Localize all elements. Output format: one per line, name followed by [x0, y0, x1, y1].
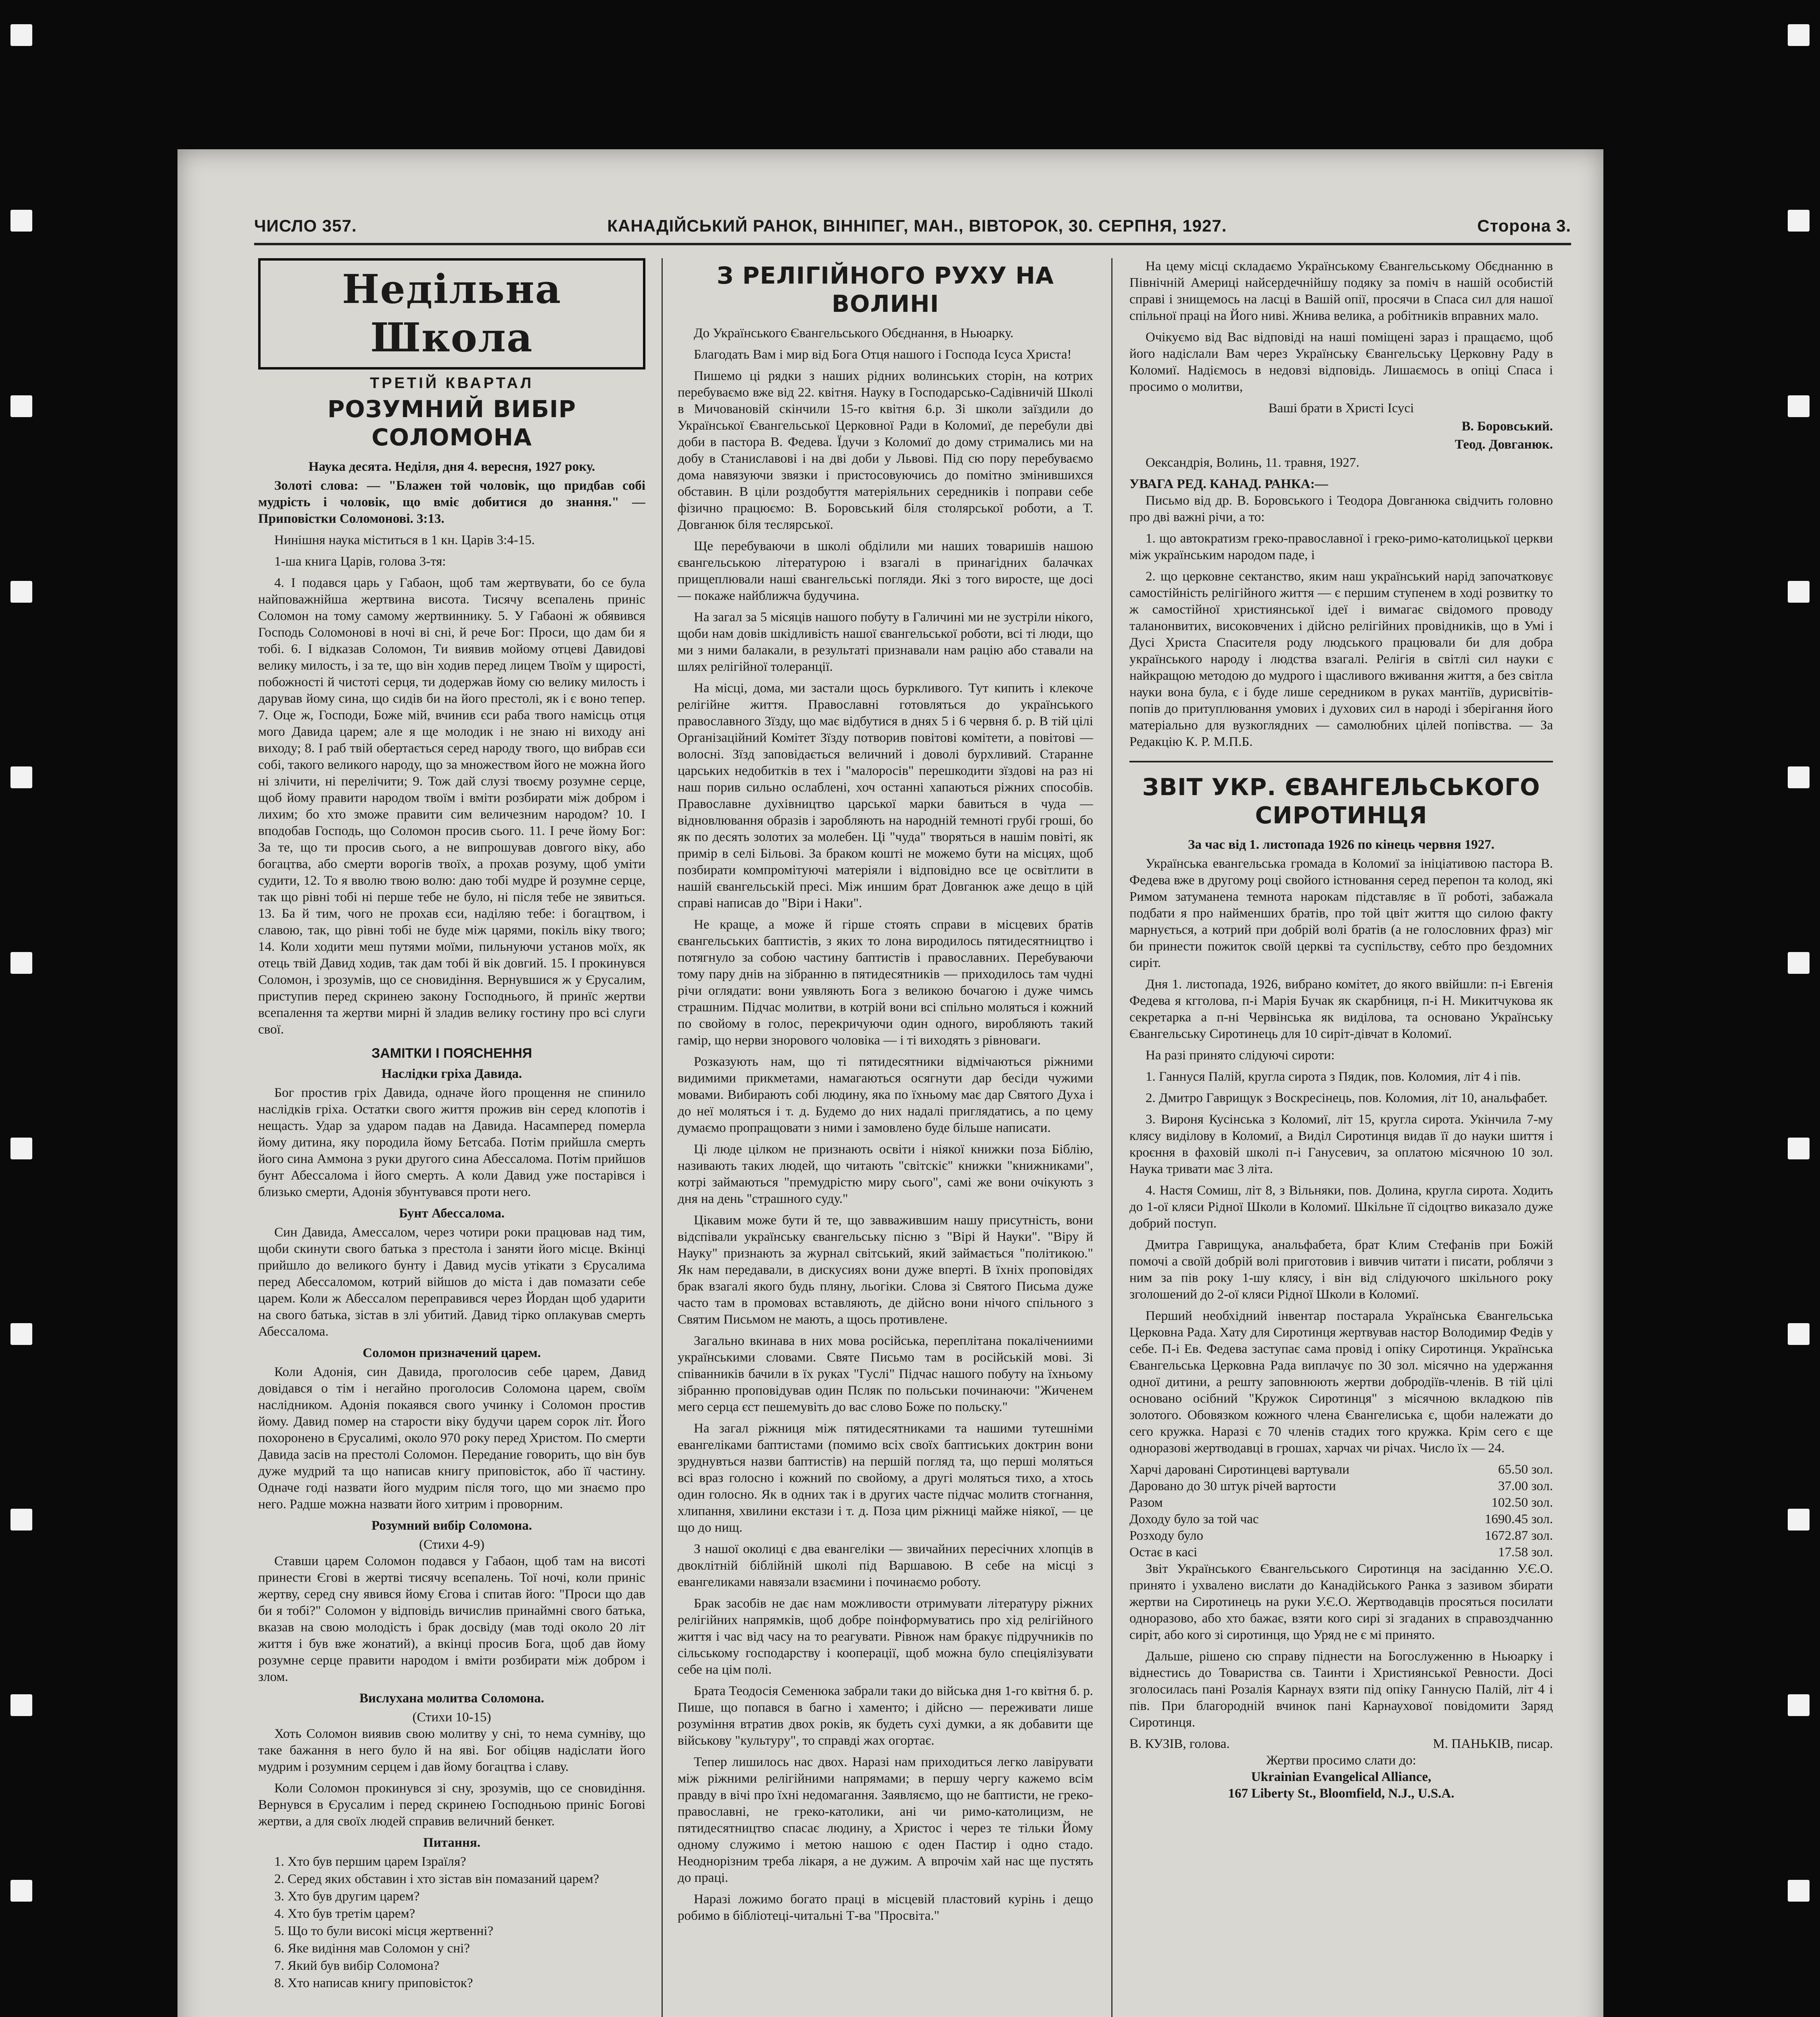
film-perforation — [10, 581, 32, 603]
film-perforation — [1788, 1509, 1810, 1530]
article-paragraph: На місці, дома, ми застали щось буркливого. Тут кипить і клекоче релігійне життя. Православні готовляться до українського православного Зїзду, що має відбутися в днях 5 і 6 червня б. р. В тій цілі Організаційний Комітет Зїзду потворив повітові комітети, а повітові — волосні. Зїзд заповідається величний і доволі бурхливий. Старанне царських недобитків в тех і "малоросів" перешкодити зїздові на раз ні наш порив сильно ослаблені, хоч останні хапаються ріжних способів. Православне духівництво царської марки бавиться в чуда — відновлювання образів і заробляють на народній темноті грубі гроші, бо як по десять золотих за молебен. Ці "чуда" творяться в нашім повіті, як примір в селі Більовi. За браком кошті не можемо бути на місцях, щоб позбирати компромітуючі матеріяли і відповідно все це освітлити в нашій євангельській пресі. Між иншим брат Довганюк аже дещо в цій справі написав до "Віри і Наки". — [678, 681, 1093, 910]
article-paragraph: З нашої околиці є два евангеліки — звичайних пересічних хлопців в двоклітній біблійній школі під Варшавою. В себе на місці з евангеликами навязали взаємини і починаємо роботу. — [678, 1542, 1093, 1589]
ledger-label: Остає в касі — [1129, 1545, 1198, 1560]
film-perforation — [1788, 210, 1810, 232]
notes-subheading: Розумний вибір Соломона. — [372, 1518, 532, 1533]
question-item: 7. Який був вибір Соломона? — [274, 1959, 440, 1973]
lesson-reference: Нинішня наука міститься в 1 кн. Царів 3:4-15. — [274, 533, 535, 547]
notes-paragraph: Коли Адонія, син Давида, проголосив себе царем, Давид довідався о тім і негайно проголосив Соломона царем, своїм наслідником. Адонія покаявся свого учинку і Соломон простив йому. Давид помер на старости віку будучи царем сорок літ. Його похоронено в Єрусалимі, около 970 року перед Христом. По смерти Давида засів на престолі Соломон. Передание говорить, що він був дуже мудрий та що написав книгу приповісток, або її частину. Одначе годі назвати його мудрим після того, що ми знаємо про него. Радше можна назвати його хитрим і проворним. — [258, 1365, 645, 1512]
sunday-school-title: Недільна Школа — [258, 258, 645, 370]
report-paragraph: 3. Вироня Кусінська з Коломиї, літ 15, кругла сирота. Укінчила 7-му клясу виділову в Коломиї, а Виділ Сиротинця видав її до науки шиття і кроєння в фаховій школі п-і Ганусевич, за оплатою місячною 10 зол. Наука тривати має 3 літа. — [1129, 1112, 1553, 1176]
column-divider — [1111, 258, 1112, 2017]
ledger-value: 37.00 зол. — [1498, 1479, 1553, 1493]
lesson-headline: РОЗУМНИЙ ВИБІР СОЛОМОНА — [327, 395, 576, 451]
film-perforation — [1788, 952, 1810, 974]
notes-paragraph: Син Давида, Амессалом, через чотири роки працював над тим, щоби скинути свого батька з престола і заняти його місце. Вкінці прийшло до великого бунту і Давид мусів утікати з Єрусалима перед Абессаломом, котрий війшов до міста і дав помазати себе царем. Коли ж Абессалом переправився через Йордан щоб ударити на свого батька, зістав в злі убитий. Давид тірко оплакував смерть Абессалома. — [258, 1225, 645, 1339]
lesson-reference-chapter: 1-ша книга Царів, голова 3-тя: — [274, 554, 446, 569]
question-item: 5. Що то були високі місця жертвенні? — [274, 1924, 494, 1938]
film-perforation — [10, 1323, 32, 1345]
scripture-text: 4. І подався царь у Габаон, щоб там жертвувати, бо се була найповажнійша жертвина висота. Тисячу всепалень приніс Соломон на тому самому жертвиннику. 5. У Габаоні ж обявився Господь Соломонові в ночі ві сні, й рече Бог: Проси, що дам би я тобі. 6. І відказав Соломон, Ти виявив мойому отцеві Давидові велику милость, і за те, що він ходив перед лицем Твоїм у щирості, побожності й чистоті серця, ти додержав йому сю велику милость і дарував йому сина, що сидів би на його престолі, як і є воно тепер. 7. Оце ж, Господи, Боже мій, вчинив єси раба твого намісць отця мого Давида царем; але я ще молодик і не знаю ні виходу ані виходу; 8. І раб твій обертається серед народу твого, що вибрав єси собі, такого великого народу, що за множеством його не можна його ні злічити, ні перелічити; 9. Тож дай слузі твоєму розумне серце, щоб йому правити народом твоїм і вміти розбирати між добром і лихим; бо хто зможе правити сим величезним народом? 10. І вподобав Господь, що Соломон просив сього. 11. І рече йому Бог: За те, що ти просив сього, а не випрошував довгого віку, або богацтва, або смерти ворогів твоїх, а прохав розуму, щоб уміти судити, 12. То я вволю твою волю: даю тобі мудре й розумне серце, так що рівні тобі ні перше тебе не було, ні після тебе не зявиться. 13. Ба й тим, чого не прохав єси, наділяю тебе: і богацтвом, і славою, так, що рівні тобі не буде між царями, покіль віку твого; 14. Коли ходити меш путями моїми, пильнуючи установ моїх, як отець твій Давид ходив, так дам тобі й вік довгий. 15. І прокинувся Соломон, і зрозумів, що се сновидіння. Вернувшися ж у Єрусалим, приступив перед скринею закону Господнього, й принїс жертви всепалення та жертви мирні й зладив велику гостину про всі слуги свої. — [258, 576, 645, 1037]
notes-subheading: Вислухана молитва Соломона. — [359, 1691, 545, 1706]
notes-subheading: Наслідки гріха Давида. — [381, 1067, 522, 1081]
film-perforation — [10, 1694, 32, 1716]
article-paragraph: Наразі ложимо богато праці в місцевій пластовий курінь і дещо робимо в бібліотеці-читальні Т-ва "Просвіта." — [678, 1892, 1093, 1923]
column-volhynia — [678, 258, 1093, 2017]
ledger-row — [1129, 1478, 1553, 1495]
ledger-value: 1690.45 зол. — [1484, 1512, 1553, 1526]
film-perforation — [10, 1509, 32, 1530]
film-perforation — [1788, 24, 1810, 46]
column-divider — [662, 258, 663, 2017]
ledger-label: Разом — [1129, 1495, 1163, 1510]
notes-subheading: Соломон призначений царем. — [363, 1346, 541, 1360]
film-perforation — [1788, 1323, 1810, 1345]
question-item: 8. Хто написав книгу приповісток? — [274, 1976, 473, 1990]
article-paragraph: Загально вкинава в них мова російська, переплітана покалічениими українськими словами. Святе Письмо там в російській мові. Зі співанників бачили в їх руках "Гуслі" Підчас нашого побуту на їхньому зібранню проповідував один Псляк по польськи починаючи: "Жиченем мего серца єст пешемувіть до вас слово Боже по польску." — [678, 1334, 1093, 1414]
report-paragraph: 4. Настя Сомиш, літ 8, з Вільняки, пов. Долина, кругла сирота. Ходить до 1-ої кляси Рідної Школи в Коломиї. Шкільне її сідоцтво виказало дуже добрий поступ. — [1129, 1183, 1553, 1231]
newspaper-title-date: КАНАДІЙСЬКИЙ РАНОК, ВІННІПЕГ, МАН., ВІВТОРОК, 30. СЕРПНЯ, 1927. — [607, 216, 1227, 235]
question-item: 1. Хто був першим царем Ізраїля? — [274, 1854, 466, 1869]
question-item: 6. Яке видіння мав Соломон у сні? — [274, 1941, 470, 1956]
questions-list — [274, 1854, 645, 1992]
letter-paragraph: Очікуємо від Вас відповіді на наші поміщені зараз і пращаємо, щоб його надіслали Вам через Українську Євангельську Церковну Раду в Коломиї. Надіємось в недовзі відповідь. Лишаємось в опіці Спаса і просимо о молитви, — [1129, 330, 1553, 394]
film-perforation — [1788, 766, 1810, 788]
article-paragraph: Цікавим може бути й те, що завважившим нашу присутність, вони відспівали українську євангельську пісню з "Вірі й Науки". "Віру й Науку" признають за журнал світський, який займається "політикою." Як нам передавали, в дискусиях вони дуже вперті. В їхніх проповідях брак взагалі якого будь пляну, льогіки. Слова зі Святого Письма дуже часто там в промовах вставляють, де дійсно вони нічого спільного з Святим Письмом не мають, а щось противлене. — [678, 1213, 1093, 1327]
article-paragraph: На загал ріжниця між пятидесятниками та нашими тутешніми евангеліками баптистами (помимо всіх своїх баптиських доктрин вони зруднувться назви баптистів) на першій погляд та, що перші моляться всі враз голосно і кожний по свойому, а другі моляться тихо, а хтось один голосно. Як в одних так і в других часте підчас молитв стогнання, хлипання, хвилини екстази і т. д. Поза цим ріжниці майже ніякої, — це що до нищ. — [678, 1421, 1093, 1535]
section-rule — [1129, 761, 1553, 762]
donation-instruction: Жертви просимо слати до: — [1266, 1753, 1416, 1768]
film-perforation — [1788, 581, 1810, 603]
ledger-row — [1129, 1462, 1553, 1478]
editor-paragraph: Письмо від др. В. Боровського і Теодора Довганюка свідчить головно про дві важні річи, а то: — [1129, 493, 1553, 524]
donation-address-line2: 167 Liberty St., Bloomfield, N.J., U.S.A. — [1228, 1786, 1455, 1801]
ledger-label: Даровано до 30 штук річей вартости — [1129, 1479, 1336, 1493]
report-period: За час від 1. листопада 1926 по кінець червня 1927. — [1188, 837, 1494, 852]
notes-paragraph: Коли Соломон прокинувся зі сну, зрозумів, що се сновидіння. Вернувся в Єрусалим і перед скринею Господньою приніс Богові жертви, а для своїх людей справив величний бенкет. — [258, 1781, 645, 1829]
masthead — [254, 212, 1571, 240]
lesson-number: Наука десята. Неділя, дня 4. вересня, 1927 року. — [308, 459, 595, 474]
film-perforation — [10, 24, 32, 46]
letter-address: До Українського Євангельського Обєднання, в Ньюарку. — [694, 326, 1014, 340]
editor-note-heading: УВАГА РЕД. КАНАД. РАНКА:— — [1129, 477, 1328, 491]
editor-paragraph: 1. що автократизм греко-православної і греко-римо-католицької церкви між українським народом паде, і — [1129, 531, 1553, 562]
orphanage-report-headline: ЗВІТ УКР. ЄВАНГЕЛЬСЬКОГО СИРОТИНЦЯ — [1142, 773, 1540, 829]
quarter-kicker: ТРЕТІЙ КВАРТАЛ — [370, 375, 534, 392]
film-perforation — [10, 210, 32, 232]
article-paragraph: Пишемо ці рядки з наших рідних волинських сторін, на котрих перебуваємо вже від 22. квітня. Науку в Господарсько-Садівничій Школі в Мичовановій скінчили 15-го квітня 6.р. Зі школи заїздили до Української Євангельської Церковної Ради в Коломиї, де перебули дві доби в пастора В. Федева. Їдучи з Коломиї до дому стримались ми на добу в Станиславові і на дві доби у Львові. Під сю пору перебуваємо дома навязуючи звязки і пристосовуючись до помітно змінившихся обставин. В ціли роздобуття матеріяльних середників і поправи себе фізично працюємо: В. Боровський біля столярської роботи, а Т. Довганюк біля теслярської. — [678, 369, 1093, 532]
film-perforation — [10, 952, 32, 974]
film-perforation — [1788, 1694, 1810, 1716]
letter-closing: Ваші брати в Христі Ісусі — [1268, 401, 1414, 416]
report-paragraph: Дня 1. листопада, 1926, вибрано комітет, до якого ввійшли: п-і Евгенія Федева я кгголова, п-і Марія Бучак як скарбниця, п-і Н. Микитчукова як секретарка а п-ні Червінська як виділова, та основано Українську Євангельську Сиротинець для 10 сиріт-дівчат в Коломиї. — [1129, 977, 1553, 1041]
letter-place-date: Оександрія, Волинь, 11. травня, 1927. — [1146, 455, 1360, 470]
article-paragraph: На загал за 5 місяців нашого побуту в Галичині ми не зустріли нікого, щоби нам довів шкідливість нашої євангельської роботи, всі ті люди, що ми з ними балакали, в результаті признавали нам рацію або ставали на шлях релігійної толеранції. — [678, 610, 1093, 674]
questions-heading: Питання. — [423, 1835, 480, 1850]
question-item: 3. Хто був другим царем? — [274, 1889, 420, 1904]
film-perforation — [1788, 1880, 1810, 1902]
report-paragraph: Звіт Українського Євангельського Сиротинця на засіданню У.Є.О. принято і ухвалено вислати до Канадійського Ранка з зазивом збирати жертви на Сиротинець на руки У.Є.О. Жертводавців просяться посилати одноразово, або хто бажає, взяти кого сирі зі згаданих в справоздчанню сиріт, або кого зі сиротинця, що Уряд не є мі принято. — [1129, 1562, 1553, 1642]
letter-signature: В. Боровський. — [1461, 419, 1553, 434]
report-paragraph: Українська евангельська громада в Коломиї за ініціативою пастора В. Федева вже в другому році свойого істновання серед перепон та колод, які Римом затуманена темнота нарокам підставляє в її роботі, забажала подбати я про найменших братів, про той цвіт життя що силою факту марнується, а котрий при добрій волі братів (а не голословних фраз) міг би принести пожиток своїй церкві та суспільству, себто про бездомних сиріт. — [1129, 856, 1553, 970]
notes-paragraph: Ставши царем Соломон подався у Габаон, щоб там на висоті принести Єгові в жертві тисячу всепалень. Тої ночі, коли приніс жертву, серед сну явився йому Єгова і спитав його: "Проси що дав би я тобі?" Соломон у відповідь вичислив принаймні свого батька, вказав на свою молодість і брак досвіду (мав тоді около 20 літ життя і був вже жонатий), а вкінці просив Бога, щоб дав йому розумне серце правити народом і вміти розбирати між добром і злом. — [258, 1554, 645, 1684]
report-paragraph: На разі принято слідуючі сироти: — [1146, 1048, 1335, 1063]
masthead-rule — [254, 243, 1571, 245]
article-paragraph: Ще перебуваючи в школі обділили ми наших товаришів нашою євангельською літературою і взагалі в принагідних балачках прищеплювали наші євангельські погляди. Які з того виросте, ще досі — покаже найближча будучина. — [678, 539, 1093, 603]
notes-subheading: Бунт Абессалома. — [399, 1206, 505, 1221]
report-paragraph: Дальше, рішено сю справу піднести на Богослуженню в Ньюарку і віднестись до Товариства св. Таинти і Християнської Ревности. Досі зголосилась пані Розалія Карнаух взяти під опіку Ганнусю Палій, літ 4 і пів. При благородній вчинок пані Карнаухової повідомити Заряд Сиротинця. — [1129, 1649, 1553, 1730]
golden-words: Золоті слова: — "Блажен той чоловік, що придбав собі мудрість і чоловік, що вміє добитися до знання." — Приповістки Соломонові. 3:13. — [258, 478, 645, 526]
film-perforation — [1788, 1138, 1810, 1159]
film-perforation — [1788, 395, 1810, 417]
volhynia-headline: З РЕЛІГІЙНОГО РУХУ НА ВОЛИНІ — [717, 262, 1054, 317]
page-number: Сторона 3. — [1477, 216, 1571, 235]
film-perforation — [10, 395, 32, 417]
article-paragraph: Тепер лишилось нас двох. Наразі нам приходиться легко лавірувати між ріжними релігійними напрямами; в першу чергу кажемо всім правду в вічі про їхні недомагання. Заявляємо, що не баптисти, не греко-православні, не греко-католики, ані чи римо-католицизм, не пятидесятництво спасає людину, а Христос і через те тільки Йому одному служимо і метою нашою є оден Пастир і одно стадо. Неоднорізним треба лікаря, а не дужим. А впрочім хай нас ще пустять до праці. — [678, 1755, 1093, 1885]
ledger-row — [1129, 1511, 1553, 1528]
notes-paragraph: Хоть Соломон виявив свою молитву у сні, то нема сумніву, що таке бажання в него було й на яві. Бог обіцяв надіслати його мудрим і розумним серцем і дав йому богацтва і славу. — [258, 1727, 645, 1774]
question-item: 2. Серед яких обставин і хто зістав він помазаний царем? — [274, 1872, 599, 1886]
ledger-value: 65.50 зол. — [1498, 1462, 1553, 1477]
notes-verses: (Стихи 10-15) — [412, 1710, 491, 1725]
newspaper-page — [177, 149, 1603, 2017]
notes-heading: ЗАМІТКИ І ПОЯСНЕННЯ — [371, 1046, 532, 1061]
ledger-label: Розходу було — [1129, 1528, 1203, 1543]
film-perforation — [10, 1880, 32, 1902]
notes-paragraph: Бог простив гріх Давида, одначе його прощення не спинило наслідків гріха. Остатки свого життя прожив він серед клопотів і нещасть. Удар за ударом падав на Давида. Насамперед померла йому дитина, яку породила йому Бетсаба. Потім прийшла смерть його сина Аммона з руки другого сина Абессалома. Потім прийшов бунт Абессалома і його смерть. А коли Давид уже постарівся і близько смерти, Адонія збунтувався проти него. — [258, 1086, 645, 1199]
ledger-value: 102.50 зол. — [1491, 1495, 1553, 1510]
report-paragraph: 1. Ганнуся Палій, кругла сирота з Пядик, пов. Коломия, літ 4 і пів. — [1146, 1069, 1521, 1084]
article-paragraph: Не краще, а може й гірше стоять справи в місцевих братів євангельських баптистів, з яких то лона виродилось пятидесятництво і потягнуло за собою частину баптистів і православних. Перебуваючи тому пару днів на зібранню в пятидесятників — приходилось там чудні річи оглядати: вони уявляють Бога з великою бочагою і дуже чимсь страшним. Підчас молитви, в котрій вони всі спільно моляться і кожний по свойому в голос, перекричуючи один одного, виробляють такий гамір, що нерви знорового чоловіка — і ті виходять з рівноваги. — [678, 917, 1093, 1048]
ledger-label: Харчі даровані Сиротинцеві вартували — [1129, 1462, 1350, 1477]
article-paragraph: Ці люде цілком не признають освіти і ніякої книжки поза Біблію, називають таких людей, що читають "світскіє" книжки "книжниками", котрі займаються "премудрістю миру сього", самі же вони очікують з дня на день "страшного суду." — [678, 1142, 1093, 1206]
notes-verses: (Стихи 4-9) — [419, 1537, 485, 1552]
article-paragraph: Брак засобів не дає нам можливости отримувати літературу ріжних релігійних напрямків, щоб добре поінформуватись про хід релігійного життя і час від часу на то реагувати. Рівнож нам бракує підручників по сільському господарству і кооперації, щоб можна було спеціялізувати себе на цім полі. — [678, 1596, 1093, 1677]
report-paragraph: 2. Дмитро Гаврищук з Воскресінець, пов. Коломия, літ 10, анальфабет. — [1146, 1091, 1548, 1105]
letter-signature: Теод. Довганюк. — [1455, 437, 1553, 452]
secretary-signature: М. ПАНЬКІВ, писар. — [1433, 1737, 1553, 1751]
film-perforation — [10, 1138, 32, 1159]
ledger — [1129, 1462, 1553, 1561]
column-orphanage — [1129, 258, 1553, 2017]
issue-number: ЧИСЛО 357. — [254, 216, 357, 235]
question-item: 4. Хто був третім царем? — [274, 1906, 415, 1921]
ledger-label: Доходу було за той час — [1129, 1512, 1259, 1526]
ledger-value: 17.58 зол. — [1498, 1545, 1553, 1560]
ledger-value: 1672.87 зол. — [1484, 1528, 1553, 1543]
ledger-row — [1129, 1495, 1553, 1511]
report-paragraph: Перший необхідний інвентар постарала Українська Євангельська Церковна Рада. Хату для Сиротинця жертвував настор Володимир Федів у себе. П-і Ев. Федева заступає сама провід і опіку Сиротинця. Українська Євангельська Церковна Рада виплачує по 30 зол. місячно на удержання одної дитини, а решту заповнюють жертви добродіїв-членів. В тій цілі основано осібний "Кружок Сиротинця" з місячною вкладкою пів золотого. Обовязком кожного члена Євангелиська є, щоби належати до сего кружка. Наразі є 70 членів стадих того кружка. Крім сего є ще одноразові жертводавці в грошах, харчах чи річах. Число їх — 24. — [1129, 1309, 1553, 1455]
ledger-row — [1129, 1528, 1553, 1544]
article-paragraph: Благодать Вам і мир від Бога Отця нашого і Господа Ісуса Христа! — [694, 347, 1072, 362]
article-paragraph: Розказують нам, що ті пятидесятники відмічаються ріжними видимими прикметами, намагаються осягнути дар бесіди чужими мовами. Вибирають собі людину, яка по їхньому має дар Святого Духа і до неї моляться і т. д. Будемо до них надалі приглядатись, а по цему думаємо пропращовати з ними і замовлено буде більше написати. — [678, 1054, 1093, 1135]
report-paragraph: Дмитра Гаврищука, анальфабета, брат Клим Стефанів при Божій помочі а своїй добрій волі приготовив і вивчив читати і писати, роблячи з ним за пів року 1-шу клясу, і він від слідуючого шкільного року зголошений до 2-ої кляси Рідної Школи в Коломиї. — [1129, 1238, 1553, 1302]
report-signatures — [1129, 1736, 1553, 1752]
column-sunday-school — [258, 258, 645, 2017]
letter-paragraph: На цему місці складаємо Українському Євангельському Обєднанню в Північній Америці найсердечнійшу подяку за поміч в нашій особистій справі і знищемось на ласці в Вашій опії, просячи в Спаса сил для нашої спільної праці на Його ниві. Жнива велика, а робітників вправних мало. — [1129, 259, 1553, 323]
ledger-row — [1129, 1544, 1553, 1561]
film-perforation — [10, 766, 32, 788]
donation-address-line1: Ukrainian Evangelical Alliance, — [1251, 1770, 1432, 1784]
editor-paragraph: 2. що церковне сектанство, яким наш український нарід започатковує самостійність релігійного життя — є першим ступенем в ході розвитку то ж самостійної християнської ідеї і вимагає свідомого проводу таланонвитих, високовчених і дійсно релігійних провідників, що в Умі і Дусі Христа Спасителя роду людського працювали би для добра українського народу і людства взагалі. Релігія в світлі сил науки є найкращою методою до мудрого і щасливого вживання життя, а без світла науки вона була, є і буде лише середником в руках мантіїв, дурисвітів-попів до притуплювання умових і духових сил в народі і зберігання його матеріально для вузкоглядних — самолюбних цілей попівства. — За Редакцію К. Р. М.П.Б. — [1129, 569, 1553, 749]
chairman-signature: В. КУЗІВ, голова. — [1129, 1737, 1230, 1751]
article-paragraph: Брата Теодосія Семенюка забрали таки до війська дня 1-го квітня б. р. Пише, що попався в багно і хаменто; і дійсно — переживати лише розуміння втратив двох років, як будеть сухі думки, а як добавити ще військову "культуру", то справді жах огортає. — [678, 1684, 1093, 1748]
